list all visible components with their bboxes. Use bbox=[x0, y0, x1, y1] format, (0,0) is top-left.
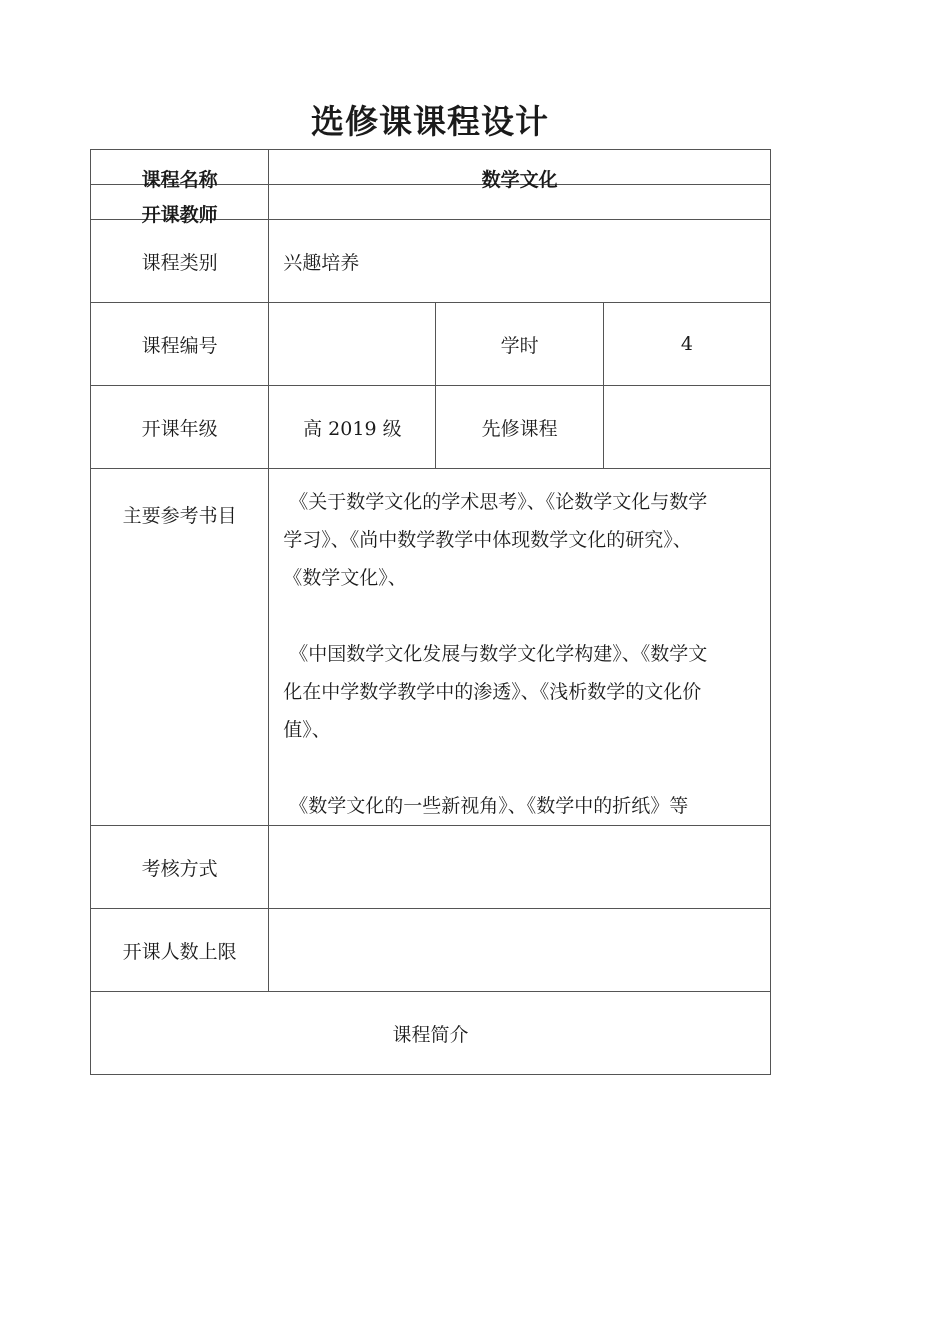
category-value: 兴趣培养 bbox=[269, 220, 771, 303]
row-code bbox=[91, 303, 771, 386]
course-name-label: 课程名称 bbox=[91, 150, 269, 185]
grade-label: 开课年级 bbox=[91, 386, 269, 469]
books-line: 《中国数学文化发展与数学文化学构建》、《数学文 bbox=[289, 643, 708, 665]
code-label: 课程编号 bbox=[91, 303, 269, 386]
assessment-value bbox=[269, 826, 771, 909]
capacity-value bbox=[269, 909, 771, 992]
row-course-name bbox=[91, 150, 771, 185]
assessment-label: 考核方式 bbox=[91, 826, 269, 909]
category-label: 课程类别 bbox=[91, 220, 269, 303]
row-category bbox=[91, 220, 771, 303]
grade-value: 高 2019 级 bbox=[269, 386, 436, 469]
code-value bbox=[269, 303, 436, 386]
books-line: 《关于数学文化的学术思考》、《论数学文化与数学 bbox=[289, 491, 708, 513]
hours-label: 学时 bbox=[436, 303, 603, 386]
prereq-label: 先修课程 bbox=[436, 386, 603, 469]
row-books bbox=[91, 469, 771, 826]
books-label: 主要参考书目 bbox=[91, 469, 269, 826]
row-grade bbox=[91, 386, 771, 469]
course-design-table bbox=[90, 149, 771, 1075]
row-intro bbox=[91, 992, 771, 1075]
intro-label: 课程简介 bbox=[91, 992, 771, 1075]
books-line bbox=[283, 597, 760, 635]
capacity-label: 开课人数上限 bbox=[91, 909, 269, 992]
books-line: 《数学文化的一些新视角》、《数学中的折纸》等 bbox=[289, 795, 689, 817]
books-line: 学习》、《尚中数学教学中体现数学文化的研究》、 bbox=[283, 529, 692, 551]
books-line: 值》、 bbox=[283, 719, 331, 741]
page-title: 选修课课程设计 bbox=[311, 102, 549, 141]
books-line: 《数学文化》、 bbox=[283, 567, 407, 589]
row-assessment bbox=[91, 826, 771, 909]
course-name-value: 数学文化 bbox=[269, 150, 771, 185]
hours-value: 4 bbox=[603, 303, 770, 386]
books-line: 化在中学数学教学中的渗透》、《浅析数学的文化价 bbox=[283, 681, 702, 703]
books-line bbox=[283, 749, 760, 787]
prereq-value bbox=[603, 386, 770, 469]
teacher-label: 开课教师 bbox=[91, 185, 269, 220]
row-capacity bbox=[91, 909, 771, 992]
books-list bbox=[269, 469, 771, 826]
